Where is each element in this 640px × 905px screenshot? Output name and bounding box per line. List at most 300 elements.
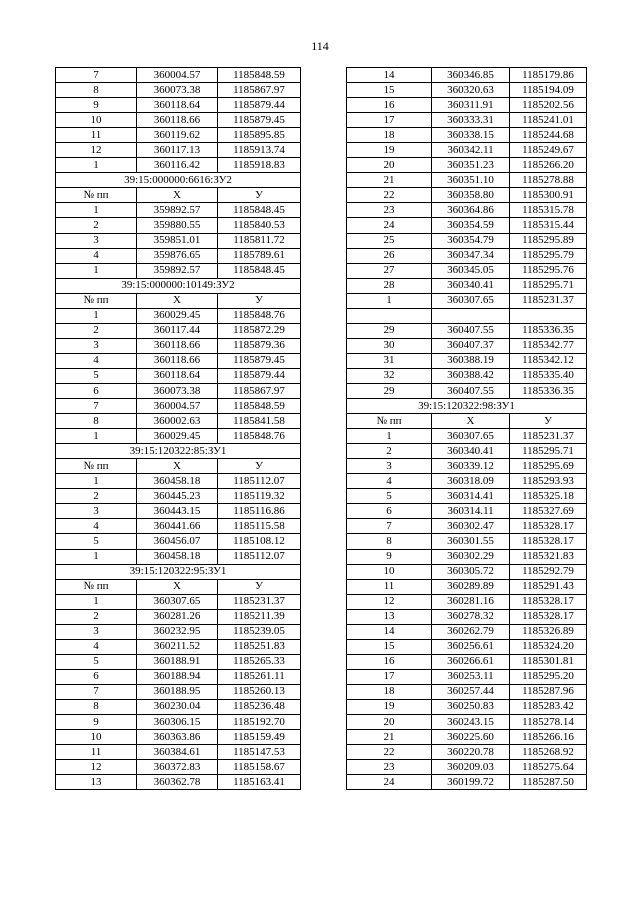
- point-number: 2: [56, 609, 137, 624]
- table-row: [347, 203, 587, 218]
- coordinate-y: 1185328.17: [510, 609, 587, 624]
- table-row: [56, 128, 301, 143]
- coordinate-y: 1185295.20: [510, 669, 587, 684]
- header-point-number: № пп: [347, 414, 432, 429]
- table-row: [56, 639, 301, 654]
- coordinate-x: 360211.52: [137, 639, 218, 654]
- coordinate-y: 1185848.59: [218, 68, 301, 83]
- coordinate-x: 360307.65: [137, 594, 218, 609]
- table-row: [347, 669, 587, 684]
- table-row: [347, 594, 587, 609]
- point-number: 6: [56, 669, 137, 684]
- coordinate-y: 1185283.42: [510, 699, 587, 714]
- coordinate-y: 1185879.36: [218, 338, 301, 353]
- coordinate-x: 360351.10: [432, 173, 510, 188]
- table-row: [347, 353, 587, 368]
- parcel-title-row: [56, 173, 301, 188]
- point-number: 2: [56, 489, 137, 504]
- coordinate-x: [432, 308, 510, 323]
- coordinate-x: 359892.57: [137, 263, 218, 278]
- table-row: [347, 684, 587, 699]
- coordinate-x: 359880.55: [137, 218, 218, 233]
- coordinate-y: 1185327.69: [510, 504, 587, 519]
- point-number: 1: [56, 308, 137, 323]
- coordinate-y: 1185239.05: [218, 624, 301, 639]
- point-number: 30: [347, 338, 432, 353]
- point-number: 17: [347, 669, 432, 684]
- coordinate-x: 360307.65: [432, 293, 510, 308]
- coordinate-x: 360257.44: [432, 684, 510, 699]
- point-number: 8: [56, 414, 137, 429]
- coordinate-x: 360199.72: [432, 775, 510, 790]
- point-number: 3: [56, 504, 137, 519]
- point-number: 5: [347, 489, 432, 504]
- point-number: 1: [56, 263, 137, 278]
- table-row: [347, 218, 587, 233]
- coordinate-x: 360320.63: [432, 83, 510, 98]
- coordinate-y: 1185295.76: [510, 263, 587, 278]
- parcel-title-row: [56, 564, 301, 579]
- table-row: [56, 323, 301, 338]
- header-y: У: [218, 579, 301, 594]
- coordinate-y: 1185328.17: [510, 534, 587, 549]
- coordinate-x: 359851.01: [137, 233, 218, 248]
- table-row: [56, 624, 301, 639]
- coordinate-x: 360117.13: [137, 143, 218, 158]
- parcel-number: 39:15:120322:95:ЗУ1: [56, 564, 301, 579]
- coordinate-y: 1185278.14: [510, 715, 587, 730]
- coordinate-y: 1185293.93: [510, 474, 587, 489]
- header-y: У: [218, 188, 301, 203]
- table-row: [347, 579, 587, 594]
- table-row: [56, 203, 301, 218]
- coordinate-y: 1185112.07: [218, 549, 301, 564]
- coordinate-y: 1185295.71: [510, 444, 587, 459]
- point-number: [347, 308, 432, 323]
- point-number: 26: [347, 248, 432, 263]
- table-row: [347, 188, 587, 203]
- coordinate-y: 1185163.41: [218, 775, 301, 790]
- point-number: 1: [56, 474, 137, 489]
- coordinate-y: 1185291.43: [510, 579, 587, 594]
- point-number: 4: [56, 248, 137, 263]
- table-row: [347, 368, 587, 383]
- coordinate-y: 1185879.44: [218, 98, 301, 113]
- point-number: 1: [56, 429, 137, 444]
- coordinate-y: 1185158.67: [218, 760, 301, 775]
- coordinate-x: 360314.41: [432, 489, 510, 504]
- coordinate-x: 360029.45: [137, 429, 218, 444]
- coordinate-y: 1185292.79: [510, 564, 587, 579]
- table-row: [56, 654, 301, 669]
- coordinate-y: 1185811.72: [218, 233, 301, 248]
- coordinate-y: 1185848.76: [218, 429, 301, 444]
- coordinate-x: 360333.31: [432, 113, 510, 128]
- coordinate-x: 360243.15: [432, 715, 510, 730]
- coordinate-y: 1185268.92: [510, 745, 587, 760]
- coordinate-x: 360232.95: [137, 624, 218, 639]
- table-row: [347, 143, 587, 158]
- coordinate-x: 360445.23: [137, 489, 218, 504]
- table-row: [56, 383, 301, 398]
- point-number: 11: [56, 745, 137, 760]
- table-row: [347, 504, 587, 519]
- point-number: 1: [56, 549, 137, 564]
- coordinate-x: 360458.18: [137, 549, 218, 564]
- point-number: 9: [56, 715, 137, 730]
- header-point-number: № пп: [56, 579, 137, 594]
- coordinate-x: 360117.44: [137, 323, 218, 338]
- header-y: У: [510, 414, 587, 429]
- point-number: 11: [56, 128, 137, 143]
- table-row: [347, 338, 587, 353]
- header-y: У: [218, 459, 301, 474]
- table-row: [56, 684, 301, 699]
- table-row: [56, 368, 301, 383]
- point-number: 20: [347, 158, 432, 173]
- coordinate-x: 360354.79: [432, 233, 510, 248]
- parcel-number: 39:15:120322:98:ЗУ1: [347, 399, 587, 414]
- table-row: [347, 459, 587, 474]
- coordinate-x: 360225.60: [432, 730, 510, 745]
- point-number: 1: [56, 203, 137, 218]
- table-row: [56, 68, 301, 83]
- coordinate-x: 360302.29: [432, 549, 510, 564]
- coordinate-x: 360351.23: [432, 158, 510, 173]
- table-row: [347, 383, 587, 398]
- coordinate-y: 1185266.20: [510, 158, 587, 173]
- point-number: 5: [56, 534, 137, 549]
- coordinate-x: 360256.61: [432, 639, 510, 654]
- table-row: [347, 609, 587, 624]
- coordinate-y: 1185159.49: [218, 730, 301, 745]
- coordinate-y: 1185326.89: [510, 624, 587, 639]
- point-number: 1: [347, 429, 432, 444]
- header-point-number: № пп: [56, 188, 137, 203]
- coordinate-x: 360305.72: [432, 564, 510, 579]
- point-number: 20: [347, 715, 432, 730]
- table-row: [347, 308, 587, 323]
- table-row: [56, 474, 301, 489]
- coordinate-x: 360118.66: [137, 353, 218, 368]
- point-number: 23: [347, 760, 432, 775]
- coordinate-y: 1185231.37: [218, 594, 301, 609]
- header-x: Х: [137, 459, 218, 474]
- point-number: 12: [347, 594, 432, 609]
- table-row: [347, 68, 587, 83]
- coordinate-x: 360443.15: [137, 504, 218, 519]
- coordinate-x: 360342.11: [432, 143, 510, 158]
- table-row: [347, 654, 587, 669]
- coordinate-y: 1185879.44: [218, 368, 301, 383]
- coordinate-x: 359892.57: [137, 203, 218, 218]
- coordinate-y: 1185872.29: [218, 323, 301, 338]
- coordinate-y: 1185315.78: [510, 203, 587, 218]
- coordinate-y: 1185116.86: [218, 504, 301, 519]
- coordinate-x: 360384.61: [137, 745, 218, 760]
- coordinate-x: 360262.79: [432, 624, 510, 639]
- table-row: [347, 730, 587, 745]
- coordinate-y: 1185192.70: [218, 715, 301, 730]
- table-row: [56, 489, 301, 504]
- coordinate-y: 1185848.59: [218, 399, 301, 414]
- point-number: 10: [56, 730, 137, 745]
- point-number: 5: [56, 654, 137, 669]
- table-row: [347, 444, 587, 459]
- coordinate-x: 360004.57: [137, 68, 218, 83]
- table-row: [347, 128, 587, 143]
- header-point-number: № пп: [56, 459, 137, 474]
- header-point-number: № пп: [56, 293, 137, 308]
- point-number: 29: [347, 383, 432, 398]
- coordinate-x: 360278.32: [432, 609, 510, 624]
- point-number: 12: [56, 760, 137, 775]
- coordinate-x: 360209.03: [432, 760, 510, 775]
- coordinate-y: 1185336.35: [510, 323, 587, 338]
- coordinates-table-left: [55, 67, 301, 790]
- coordinate-x: 359876.65: [137, 248, 218, 263]
- coordinate-y: 1185260.13: [218, 684, 301, 699]
- coordinate-x: 360119.62: [137, 128, 218, 143]
- coordinate-y: 1185336.35: [510, 383, 587, 398]
- coordinate-y: 1185231.37: [510, 293, 587, 308]
- coordinate-x: 360306.15: [137, 715, 218, 730]
- point-number: 19: [347, 699, 432, 714]
- point-number: 23: [347, 203, 432, 218]
- coordinate-y: 1185848.76: [218, 308, 301, 323]
- coordinate-x: 360029.45: [137, 308, 218, 323]
- coordinate-x: 360188.94: [137, 669, 218, 684]
- coordinate-x: 360118.66: [137, 338, 218, 353]
- point-number: 7: [347, 519, 432, 534]
- table-row: [347, 519, 587, 534]
- coordinate-x: 360004.57: [137, 399, 218, 414]
- coordinate-x: 360307.65: [432, 429, 510, 444]
- coordinate-x: 360289.89: [432, 579, 510, 594]
- table-header-row: [56, 188, 301, 203]
- coordinate-x: 360441.66: [137, 519, 218, 534]
- point-number: 2: [56, 218, 137, 233]
- table-row: [56, 609, 301, 624]
- table-row: [347, 429, 587, 444]
- coordinate-x: 360118.66: [137, 113, 218, 128]
- table-row: [56, 353, 301, 368]
- point-number: 6: [56, 383, 137, 398]
- point-number: 22: [347, 188, 432, 203]
- point-number: 32: [347, 368, 432, 383]
- table-row: [347, 564, 587, 579]
- table-row: [347, 323, 587, 338]
- table-row: [56, 669, 301, 684]
- coordinate-y: 1185194.09: [510, 83, 587, 98]
- table-row: [56, 504, 301, 519]
- point-number: 9: [56, 98, 137, 113]
- table-row: [56, 263, 301, 278]
- table-row: [347, 293, 587, 308]
- coordinate-y: 1185315.44: [510, 218, 587, 233]
- coordinate-y: 1185266.16: [510, 730, 587, 745]
- coordinate-y: 1185789.61: [218, 248, 301, 263]
- table-header-row: [56, 579, 301, 594]
- point-number: 18: [347, 684, 432, 699]
- table-row: [347, 745, 587, 760]
- coordinate-x: 360230.04: [137, 699, 218, 714]
- point-number: 7: [56, 684, 137, 699]
- coordinate-x: 360407.55: [432, 383, 510, 398]
- point-number: 8: [56, 83, 137, 98]
- parcel-title-row: [56, 444, 301, 459]
- point-number: 12: [56, 143, 137, 158]
- table-row: [56, 715, 301, 730]
- table-row: [56, 113, 301, 128]
- table-row: [56, 534, 301, 549]
- table-row: [347, 98, 587, 113]
- point-number: 14: [347, 624, 432, 639]
- coordinate-x: 360339.12: [432, 459, 510, 474]
- point-number: 4: [56, 519, 137, 534]
- parcel-title-row: [347, 399, 587, 414]
- table-row: [347, 760, 587, 775]
- table-header-row: [347, 414, 587, 429]
- point-number: 2: [347, 444, 432, 459]
- header-x: Х: [137, 188, 218, 203]
- table-row: [56, 308, 301, 323]
- table-row: [56, 158, 301, 173]
- coordinate-x: 360458.18: [137, 474, 218, 489]
- coordinate-y: 1185119.32: [218, 489, 301, 504]
- coordinate-y: 1185335.40: [510, 368, 587, 383]
- point-number: 28: [347, 278, 432, 293]
- point-number: 13: [347, 609, 432, 624]
- coordinate-y: 1185324.20: [510, 639, 587, 654]
- table-header-row: [56, 293, 301, 308]
- coordinate-y: 1185115.58: [218, 519, 301, 534]
- table-row: [347, 263, 587, 278]
- table-row: [56, 760, 301, 775]
- parcel-number: 39:15:000000:10149:ЗУ2: [56, 278, 301, 293]
- point-number: 3: [56, 338, 137, 353]
- point-number: 1: [56, 594, 137, 609]
- point-number: 8: [56, 699, 137, 714]
- coordinate-x: 360314.11: [432, 504, 510, 519]
- coordinate-y: 1185265.33: [218, 654, 301, 669]
- coordinate-y: 1185295.69: [510, 459, 587, 474]
- coordinate-y: 1185275.64: [510, 760, 587, 775]
- parcel-number: 39:15:120322:85:ЗУ1: [56, 444, 301, 459]
- coordinate-y: 1185278.88: [510, 173, 587, 188]
- table-row: [347, 775, 587, 790]
- point-number: 29: [347, 323, 432, 338]
- coordinate-y: 1185231.37: [510, 429, 587, 444]
- table-row: [56, 98, 301, 113]
- table-row: [347, 474, 587, 489]
- coordinate-y: 1185918.83: [218, 158, 301, 173]
- point-number: 15: [347, 83, 432, 98]
- coordinate-y: 1185342.12: [510, 353, 587, 368]
- point-number: 3: [56, 233, 137, 248]
- table-row: [56, 745, 301, 760]
- coordinate-x: 360372.83: [137, 760, 218, 775]
- coordinate-x: 360302.47: [432, 519, 510, 534]
- coordinate-y: 1185244.68: [510, 128, 587, 143]
- point-number: 16: [347, 98, 432, 113]
- coordinate-x: 360364.86: [432, 203, 510, 218]
- coordinate-x: 360002.63: [137, 414, 218, 429]
- coordinate-y: 1185913.74: [218, 143, 301, 158]
- point-number: 1: [347, 293, 432, 308]
- coordinate-x: 360338.15: [432, 128, 510, 143]
- coordinate-y: 1185108.12: [218, 534, 301, 549]
- point-number: 31: [347, 353, 432, 368]
- point-number: 18: [347, 128, 432, 143]
- header-x: Х: [137, 579, 218, 594]
- coordinate-x: 360188.91: [137, 654, 218, 669]
- point-number: 7: [56, 399, 137, 414]
- coordinates-table-right: [346, 67, 587, 790]
- coordinate-y: 1185879.45: [218, 353, 301, 368]
- coordinate-y: 1185112.07: [218, 474, 301, 489]
- header-x: Х: [432, 414, 510, 429]
- table-row: [347, 489, 587, 504]
- point-number: 2: [56, 323, 137, 338]
- table-row: [56, 549, 301, 564]
- coordinate-x: 360301.55: [432, 534, 510, 549]
- table-row: [56, 399, 301, 414]
- coordinate-y: 1185301.81: [510, 654, 587, 669]
- table-row: [56, 83, 301, 98]
- point-number: 6: [347, 504, 432, 519]
- point-number: 17: [347, 113, 432, 128]
- table-row: [347, 624, 587, 639]
- coordinate-y: [510, 308, 587, 323]
- coordinate-y: 1185841.58: [218, 414, 301, 429]
- point-number: 9: [347, 549, 432, 564]
- coordinate-y: 1185879.45: [218, 113, 301, 128]
- coordinate-x: 360363.86: [137, 730, 218, 745]
- coordinate-x: 360407.55: [432, 323, 510, 338]
- coordinate-y: 1185147.53: [218, 745, 301, 760]
- parcel-number: 39:15:000000:6616:ЗУ2: [56, 173, 301, 188]
- coordinate-x: 360358.80: [432, 188, 510, 203]
- point-number: 1: [56, 158, 137, 173]
- point-number: 21: [347, 730, 432, 745]
- table-row: [347, 699, 587, 714]
- coordinate-x: 360362.78: [137, 775, 218, 790]
- coordinate-y: 1185867.97: [218, 83, 301, 98]
- point-number: 4: [56, 353, 137, 368]
- coordinate-y: 1185211.39: [218, 609, 301, 624]
- coordinate-x: 360118.64: [137, 98, 218, 113]
- table-row: [56, 414, 301, 429]
- coordinate-y: 1185251.83: [218, 639, 301, 654]
- coordinate-y: 1185342.77: [510, 338, 587, 353]
- table-row: [56, 519, 301, 534]
- coordinate-x: 360073.38: [137, 83, 218, 98]
- table-row: [347, 83, 587, 98]
- coordinate-x: 360346.85: [432, 68, 510, 83]
- point-number: 5: [56, 368, 137, 383]
- point-number: 4: [56, 639, 137, 654]
- coordinate-x: 360318.09: [432, 474, 510, 489]
- coordinate-x: 360266.61: [432, 654, 510, 669]
- coordinate-x: 360388.19: [432, 353, 510, 368]
- table-row: [347, 113, 587, 128]
- point-number: 27: [347, 263, 432, 278]
- point-number: 24: [347, 218, 432, 233]
- table-row: [56, 218, 301, 233]
- table-row: [56, 730, 301, 745]
- coordinate-x: 360347.34: [432, 248, 510, 263]
